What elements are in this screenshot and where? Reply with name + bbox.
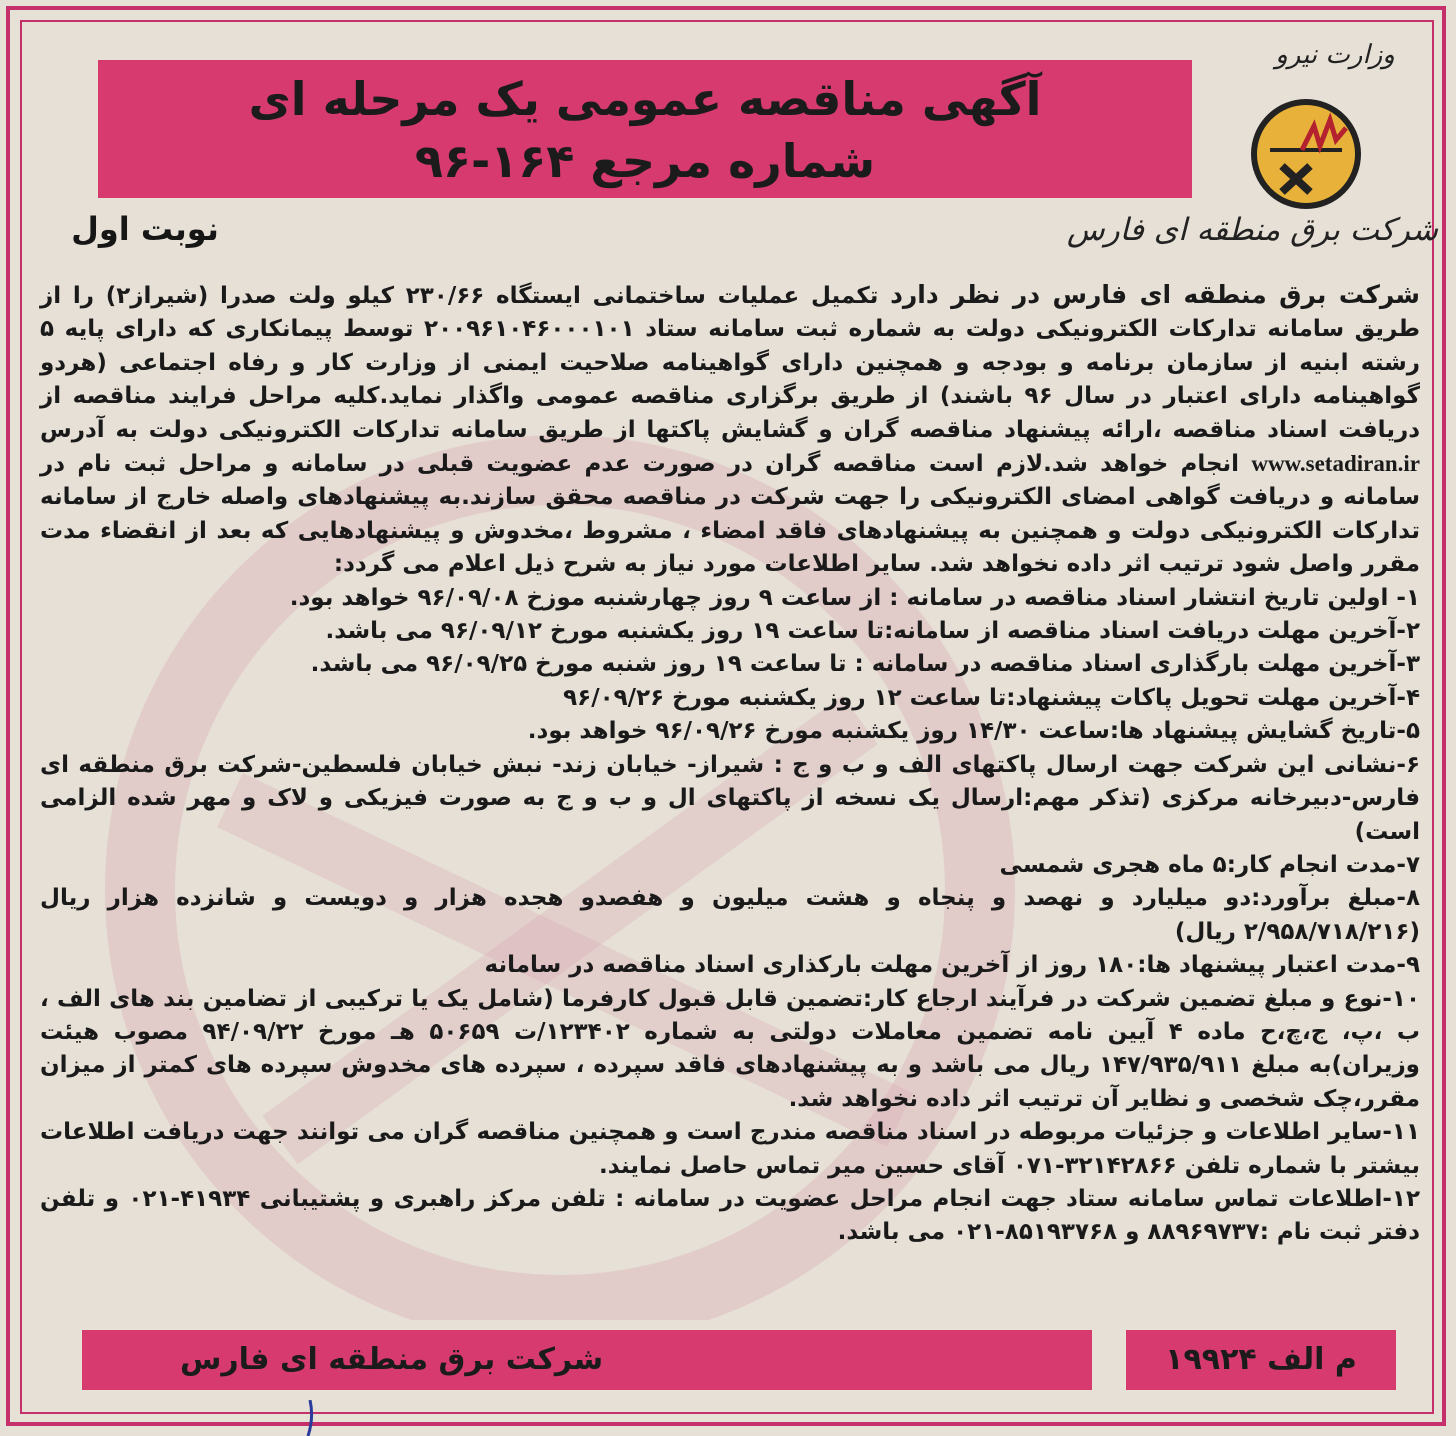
list-item: ۱۲-اطلاعات تماس سامانه ستاد جهت انجام مراحل عضویت در سامانه : تلفن مرکز راهبری و پشتیبانی ۴۱۹۳۴-۰۲۱ و تلفن دفتر ثبت نام :۸۸۹۶۹۷۳۷ و ۸۵۱۹۳۷۶۸-۰۲۱ می باشد. [40,1185,1420,1246]
intro-text-continued: انجام خواهد شد.لازم است مناقصه گران در صورت عدم عضویت قبلی در سامانه و مراحل ثبت نام در سامانه و دریافت گواهی امضای الکترونیکی را جهت شرکت در مناقصه محقق سازند.به پیشنهادهای واصله خارج از سامانه تدارکات الکترونیکی دولت و همچنین به پیشنهادهای فاقد امضاء ، مشروط ،مخدوش و پیشنهادهایی که بعد از انقضاء مدت مقرر واصل شود ترتیب اثر داده نخواهد شد. سایر اطلاعات مورد نیاز به شرح ذیل اعلام می گردد: [40,451,1420,578]
list-item: ۱۰-نوع و مبلغ تضمین شرکت در فرآیند ارجاع کار:تضمین قابل قبول کارفرما (شامل یک یا ترکیبی از تضامین بند های الف ، ب ،پ، ج،چ،ح ماده ۴ آیین نامه تضمین معاملات دولتی به شماره ۱۲۳۴۰۲/ت ۵۰۶۵۹ هـ مورخ ۹۴/۰۹/۲۲ مصوب هیئت وزیران)به مبلغ ۱۴۷/۹۳۵/۹۱۱ ریال می باشد و به پیشنهادهای فاقد سپرده ، سپرده های مخدوش سپرده های کمتر از میزان مقرر،چک شخصی و نظایر آن ترتیب اثر داده نخواهد شد. [40,985,1420,1112]
company-logo-text: شرکت برق منطقه ای فارس [1066,212,1438,248]
intro-text: تکمیل عملیات ساختمانی ایستگاه ۲۳۰/۶۶ کیلو ولت صدرا (شیراز۲) را از طریق سامانه تدارکات الکترونیکی دولت به شماره ثبت سامانه ستاد ۲۰۰۹۶۱۰۴۶۰۰۰۱۰۱ توسط پیمانکاری که دارای پایه ۵ رشته ابنیه از سازمان برنامه و بودجه و همچنین دارای گواهینامه صلاحیت ایمنی از وزارت کار و رفاه اجتماعی (هردو گواهینامه دارای اعتبار در سال ۹۶ باشند) از طریق برگزاری مناقصه عمومی واگذار نماید.کلیه مراحل فرایند مناقصه از دریافت اسناد مناقصه ،ارائه پیشنهاد مناقصه گران و گشایش پاکتها از طریق سامانه تدارکات الکترونیکی دولت به آدرس [40,283,1420,443]
publication-round: نوبت اول [71,210,219,248]
pen-mark-icon [296,1400,326,1436]
list-item: ۸-مبلغ برآورد:دو میلیارد و نهصد و پنجاه و هشت میلیون و هفصدو هجده هزار و دویست و شانزده هزار ریال (۲/۹۵۸/۷۱۸/۲۱۶ ریال) [40,885,1420,945]
advert-code: م الف ۱۹۹۲۴ [1126,1330,1396,1390]
list-item: ۱- اولین تاریخ انتشار اسناد مناقصه در سامانه : از ساعت ۹ روز چهارشنبه موزخ ۹۶/۰۹/۰۸ خواهد بود. [289,584,1420,611]
power-company-emblem-icon [1248,96,1364,212]
advertisement-body [40,278,1420,1250]
title-banner [98,60,1192,198]
list-item: ۵-تاریخ گشایش پیشنهاد ها:ساعت ۱۴/۳۰ روز یکشنبه مورخ ۹۶/۰۹/۲۶ خواهد بود. [527,718,1420,745]
intro-lead: شرکت برق منطقه ای فارس در نظر دارد [890,280,1421,309]
footer-company: شرکت برق منطقه ای فارس [180,1342,604,1377]
reference-number: شماره مرجع ۱۶۴-۹۶ [414,134,876,188]
footer-company-bar [82,1330,1092,1390]
list-item: ۶-نشانی این شرکت جهت ارسال پاکتهای الف و ب و ج : شیراز- خیابان زند- نبش خیابان فلسطین-شرکت برق منطقه ای فارس-دبیرخانه مرکزی (تذکر مهم:ارسال یک نسخه از پاکتهای ال و ب و ج به صورت فیزیکی و لاک و مهر شده الزامی است) [40,751,1420,845]
list-item: ۴-آخرین مهلت تحویل پاکات پیشنهاد:تا ساعت ۱۲ روز یکشنبه مورخ ۹۶/۰۹/۲۶ [563,684,1420,711]
ministry-name: وزارت نیرو [1275,40,1395,70]
list-item: ۱۱-سایر اطلاعات و جزئیات مربوطه در اسناد مناقصه مندرج است و همچنین مناقصه گران می توانند جهت دریافت اطلاعات بیشتر با شماره تلفن ۳۲۱۴۲۸۶۶-۰۷۱ آقای حسین میر تماس حاصل نمایند. [40,1119,1420,1179]
tender-title: آگهی مناقصه عمومی یک مرحله ای [248,72,1042,126]
list-item: ۳-آخرین مهلت بارگذاری اسناد مناقصه در سامانه : تا ساعت ۱۹ روز شنبه مورخ ۹۶/۰۹/۲۵ می باشد. [310,651,1420,678]
list-item: ۲-آخرین مهلت دریافت اسناد مناقصه از سامانه:تا ساعت ۱۹ روز یکشنبه مورخ ۹۶/۰۹/۱۲ می باشد. [325,618,1420,645]
list-item: ۹-مدت اعتبار پیشنهاد ها:۱۸۰ روز از آخرین مهلت بارکذاری اسناد مناقصه در سامانه [484,952,1420,979]
website-address: www.setadiran.ir [1251,451,1420,477]
list-item: ۷-مدت انجام کار:۵ ماه هجری شمسی [999,851,1420,878]
